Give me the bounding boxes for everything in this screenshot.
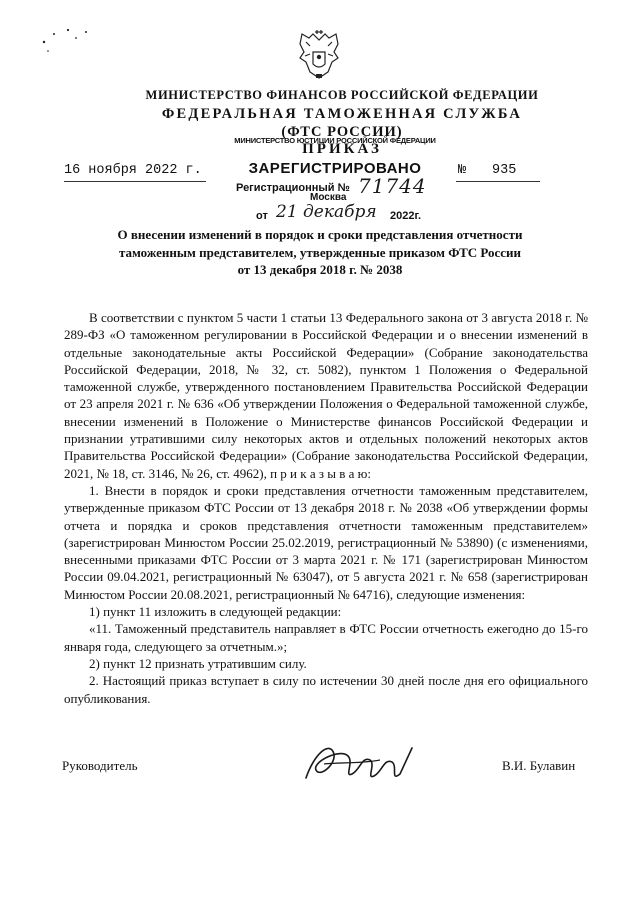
document-title bbox=[80, 226, 560, 279]
document-type: ПРИКАЗ bbox=[302, 141, 382, 157]
stamp-from-label: от bbox=[256, 210, 268, 222]
document-body bbox=[64, 309, 588, 707]
quote-paragraph: «11. Таможенный представитель направляет в ФТС России отчетность ежегодно до 15-го января года, следующего за отчетным.»; bbox=[64, 621, 588, 654]
stamp-reg-date: 21 декабря bbox=[276, 202, 377, 222]
item-1-paragraph: 1. Внести в порядок и сроки представления отчетности таможенным представителем, утвержденные приказом ФТС России от 13 декабря 2018 г. № 2038 «Об утверждении формы отчета и порядка и сроков представления отчетности таможенным представителем» (зарегистрирован Минюстом России 25.02.2019, регистрационный № 53890) (с изменениями, внесенными приказами ФТС России от 3 марта 2021 г. № 171 (зарегистрирован Минюстом России 09.04.2021, регистрационный № 63047), от 5 августа 2021 г. № 658 (зарегистрирован Минюстом России 20.08.2021, регистрационный № 64716), следующие изменения: bbox=[64, 482, 588, 602]
date-underline bbox=[64, 181, 206, 182]
stamp-reg-number: 71744 bbox=[358, 174, 427, 198]
handwritten-signature bbox=[300, 734, 416, 790]
registration-stamp bbox=[226, 126, 444, 226]
document-number: 935 bbox=[492, 163, 517, 178]
title-line-3: от 13 декабря 2018 г. № 2038 bbox=[237, 262, 403, 277]
stamp-reg-label: Регистрационный № bbox=[236, 182, 350, 194]
title-line-1: О внесении изменений в порядок и сроки представления отчетности bbox=[117, 227, 523, 242]
document-date: 16 ноября 2022 г. bbox=[64, 163, 202, 178]
stamp-status: ЗАРЕГИСТРИРОВАНО bbox=[248, 160, 422, 177]
item-2-paragraph: 2. Настоящий приказ вступает в силу по истечении 30 дней после дня его официального опубликования. bbox=[64, 673, 588, 706]
number-sign: № bbox=[458, 163, 467, 178]
signatory-name: В.И. Булавин bbox=[502, 758, 576, 773]
service-abbreviation: (ФТС РОССИИ) bbox=[281, 124, 403, 140]
signatory-role: Руководитель bbox=[62, 758, 138, 773]
coat-of-arms-emblem bbox=[296, 30, 342, 82]
scan-specks bbox=[40, 24, 100, 54]
number-underline bbox=[456, 181, 540, 182]
service-name: ФЕДЕРАЛЬНАЯ ТАМОЖЕННАЯ СЛУЖБА bbox=[161, 106, 523, 122]
stamp-ministry: МИНИСТЕРСТВО ЮСТИЦИИ РОССИЙСКОЙ ФЕДЕРАЦИИ bbox=[234, 136, 436, 145]
stamp-city: Москва bbox=[310, 192, 347, 203]
title-line-2: таможенным представителем, утвержденные приказом ФТС России bbox=[118, 244, 522, 260]
subitem-1-paragraph: 1) пункт 11 изложить в следующей редакции: bbox=[89, 604, 342, 620]
stamp-year: 2022г. bbox=[390, 210, 422, 222]
preamble-paragraph: В соответствии с пунктом 5 части 1 статьи 13 Федерального закона от 3 августа 2018 г. № 289-ФЗ «О таможенном регулировании в Российской Федерации и о внесении изменений в отдельные законодательные акты Российской Федерации» (Собрание законодательства Российской Федерации, 2018, № 32, ст. 5082), пунктом 1 Положения о Федеральной таможенной службе, утвержденного постановлением Правительства Российской Федерации от 23 апреля 2021 г. № 636 «Об утверждении Положения о Федеральной таможенной службе, внесении изменений в Положение о Министерстве финансов Российской Федерации и признании утратившими силу некоторых актов и отдельных положений некоторых актов Правительства Российской Федерации» (Собрание законодательства Российской Федерации, 2021, № 18, ст. 3146, № 26, ст. 4962), п р и к а з ы в а ю: bbox=[64, 310, 588, 481]
subitem-2-paragraph: 2) пункт 12 признать утратившим силу. bbox=[89, 655, 307, 671]
ministry-name: МИНИСТЕРСТВО ФИНАНСОВ РОССИЙСКОЙ ФЕДЕРАЦИИ bbox=[145, 88, 539, 102]
